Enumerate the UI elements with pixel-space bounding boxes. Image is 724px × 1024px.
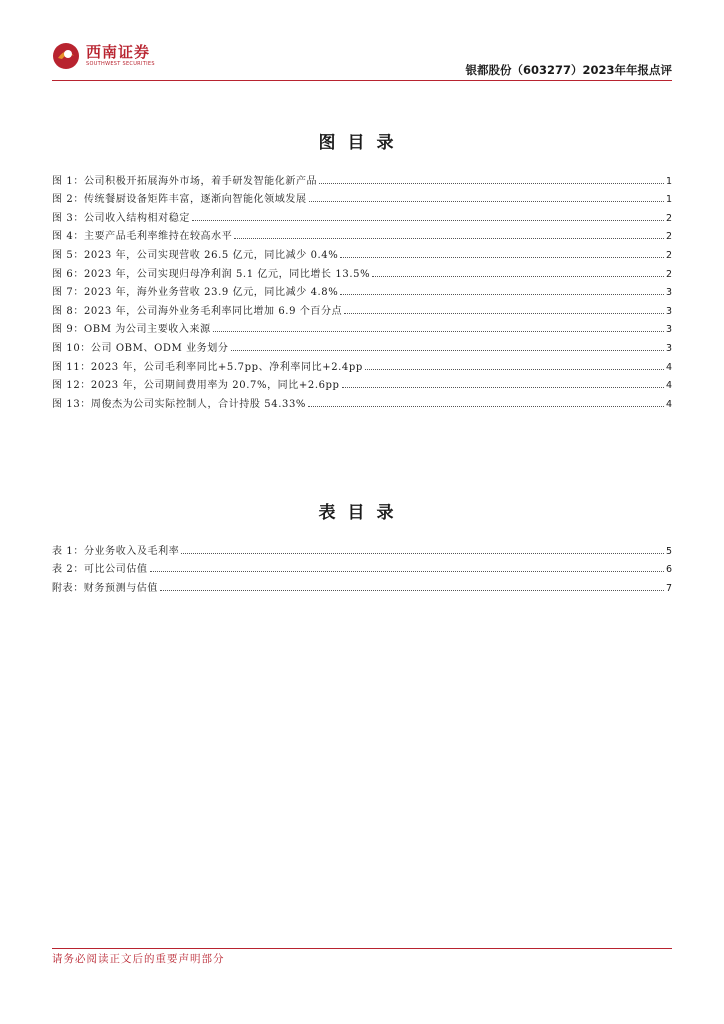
- toc-entry[interactable]: [52, 354, 672, 373]
- dot-leader: [372, 276, 664, 277]
- toc-entry-page: 3: [665, 342, 672, 354]
- dot-leader: [344, 313, 664, 314]
- toc-entry[interactable]: [52, 298, 672, 317]
- toc-entry-label: 表 2：可比公司估值: [52, 564, 148, 576]
- toc-entry-label: 图 5：2023 年，公司实现营收 26.5 亿元，同比减少 0.4%: [52, 249, 339, 261]
- toc-entry[interactable]: [52, 317, 672, 336]
- table-toc-list: [52, 538, 672, 594]
- toc-entry-label: 图 12：2023 年，公司期间费用率为 20.7%，同比+2.6pp: [52, 380, 340, 392]
- toc-entry[interactable]: [52, 224, 672, 243]
- report-title: 银都股份（603277）2023年年报点评: [465, 63, 672, 77]
- toc-entry[interactable]: [52, 261, 672, 280]
- toc-entry-label: 图 8：2023 年，公司海外业务毛利率同比增加 6.9 个百分点: [52, 305, 343, 317]
- toc-entry-page: 2: [665, 268, 672, 280]
- dot-leader: [192, 220, 664, 221]
- toc-entry[interactable]: [52, 187, 672, 206]
- toc-entry-page: 3: [665, 324, 672, 336]
- dot-leader: [342, 387, 664, 388]
- dot-leader: [150, 571, 664, 572]
- footer-divider: [52, 948, 672, 949]
- toc-entry-label: 图 1：公司积极开拓展海外市场，着手研发智能化新产品: [52, 175, 318, 187]
- toc-entry-label: 图 13：周俊杰为公司实际控制人，合计持股 54.33%: [52, 398, 307, 410]
- company-logo: [52, 42, 155, 70]
- toc-entry-page: 1: [665, 175, 672, 187]
- page-header: [52, 38, 672, 82]
- toc-entry-page: 4: [665, 398, 672, 410]
- toc-entry[interactable]: [52, 575, 672, 594]
- toc-entry[interactable]: [52, 335, 672, 354]
- table-toc-title: 表目录: [318, 503, 406, 523]
- toc-entry[interactable]: [52, 280, 672, 299]
- dot-leader: [160, 590, 664, 591]
- figure-toc-title: 图目录: [318, 133, 406, 153]
- toc-entry[interactable]: [52, 168, 672, 187]
- toc-entry-page: 7: [665, 582, 672, 594]
- toc-entry-label: 图 9：OBM 为公司主要收入来源: [52, 324, 211, 336]
- logo-subtext: SOUTHWEST SECURITIES: [86, 61, 155, 67]
- logo-mark-icon: [52, 42, 80, 70]
- dot-leader: [309, 201, 664, 202]
- toc-entry-page: 3: [665, 287, 672, 299]
- toc-entry-label: 附表：财务预测与估值: [52, 582, 158, 594]
- toc-entry-label: 图 11：2023 年，公司毛利率同比+5.7pp、净利率同比+2.4pp: [52, 361, 363, 373]
- toc-entry-page: 4: [665, 361, 672, 373]
- dot-leader: [365, 369, 664, 370]
- header-divider: [52, 80, 672, 81]
- toc-entry-page: 6: [665, 564, 672, 576]
- figure-toc-list: [52, 168, 672, 410]
- dot-leader: [213, 331, 664, 332]
- toc-entry-label: 图 3：公司收入结构相对稳定: [52, 212, 190, 224]
- dot-leader: [340, 294, 664, 295]
- toc-entry[interactable]: [52, 242, 672, 261]
- toc-entry-page: 4: [665, 380, 672, 392]
- dot-leader: [319, 183, 664, 184]
- toc-entry-page: 3: [665, 305, 672, 317]
- dot-leader: [340, 257, 664, 258]
- toc-entry[interactable]: [52, 557, 672, 576]
- disclaimer-note: 请务必阅读正文后的重要声明部分: [52, 953, 225, 965]
- dot-leader: [181, 553, 664, 554]
- dot-leader: [234, 238, 664, 239]
- toc-entry[interactable]: [52, 205, 672, 224]
- logo-text: 西南证券: [86, 43, 151, 61]
- toc-entry-page: 2: [665, 212, 672, 224]
- toc-entry-page: 2: [665, 231, 672, 243]
- dot-leader: [308, 406, 664, 407]
- toc-entry-label: 图 10：公司 OBM、ODM 业务划分: [52, 342, 229, 354]
- toc-entry-label: 表 1：分业务收入及毛利率: [52, 545, 180, 557]
- toc-entry-page: 1: [665, 194, 672, 206]
- toc-entry[interactable]: [52, 391, 672, 410]
- toc-entry-label: 图 6：2023 年，公司实现归母净利润 5.1 亿元，同比增长 13.5%: [52, 268, 371, 280]
- dot-leader: [231, 350, 664, 351]
- toc-entry-label: 图 2：传统餐厨设备矩阵丰富，逐渐向智能化领域发展: [52, 194, 307, 206]
- toc-entry[interactable]: [52, 538, 672, 557]
- toc-entry[interactable]: [52, 373, 672, 392]
- toc-entry-page: 5: [665, 545, 672, 557]
- toc-entry-label: 图 7：2023 年，海外业务营收 23.9 亿元，同比减少 4.8%: [52, 287, 339, 299]
- toc-entry-page: 2: [665, 249, 672, 261]
- toc-entry-label: 图 4：主要产品毛利率维持在较高水平: [52, 231, 233, 243]
